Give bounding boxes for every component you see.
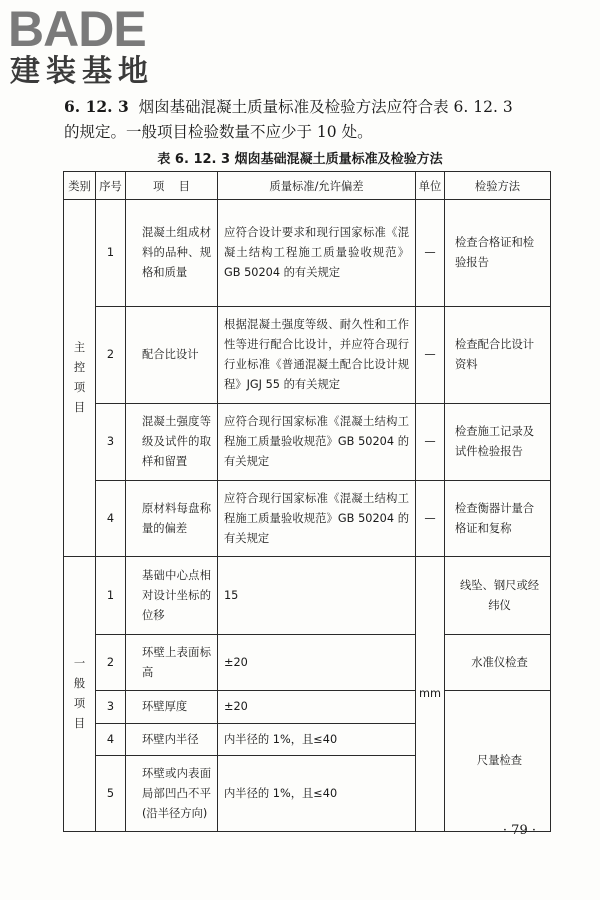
seq-cell: 3 bbox=[96, 691, 126, 724]
unit-cell: — bbox=[416, 481, 445, 557]
main-category-label: 主控项目 bbox=[73, 341, 86, 414]
table-row bbox=[64, 557, 551, 635]
method-cell: 水准仪检查 bbox=[445, 635, 551, 691]
item-cell: 混凝土组成材料的品种、规格和质量 bbox=[126, 200, 218, 307]
quality-table bbox=[63, 171, 551, 832]
standard-cell: ±20 bbox=[218, 635, 416, 691]
item-cell: 环壁厚度 bbox=[126, 691, 218, 724]
table-row bbox=[64, 635, 551, 691]
seq-cell: 1 bbox=[96, 557, 126, 635]
general-category-cell bbox=[64, 557, 96, 832]
unit-cell: — bbox=[416, 307, 445, 404]
method-cell: 线坠、钢尺或经纬仪 bbox=[445, 557, 551, 635]
header-item: 项 目 bbox=[126, 172, 218, 200]
table-row bbox=[64, 307, 551, 404]
method-cell: 检查衡器计量合格证和复称 bbox=[445, 481, 551, 557]
header-method: 检验方法 bbox=[445, 172, 551, 200]
seq-cell: 1 bbox=[96, 200, 126, 307]
table-caption: 表 6. 12. 3 烟囱基础混凝土质量标准及检验方法 bbox=[157, 152, 443, 167]
standard-cell: 应符合设计要求和现行国家标准《混凝土结构工程施工质量验收规范》GB 50204 的有关规定 bbox=[218, 200, 416, 307]
general-category-label: 一般项目 bbox=[73, 657, 86, 730]
header-seq: 序号 bbox=[96, 172, 126, 200]
standard-cell: 内半径的 1%，且≤40 bbox=[218, 724, 416, 756]
standard-cell: 内半径的 1%，且≤40 bbox=[218, 756, 416, 832]
clause-text-line2: 的规定。一般项目检验数量不应少于 10 处。 bbox=[64, 123, 373, 141]
item-cell: 环壁内半径 bbox=[126, 724, 218, 756]
method-cell: 检查合格证和检验报告 bbox=[445, 200, 551, 307]
item-cell: 环壁上表面标高 bbox=[126, 635, 218, 691]
method-cell: 检查配合比设计资料 bbox=[445, 307, 551, 404]
general-unit-cell: mm bbox=[416, 557, 445, 832]
table-header-row bbox=[64, 172, 551, 200]
logo-latin-text: BADE bbox=[8, 1, 146, 57]
seq-cell: 5 bbox=[96, 756, 126, 832]
main-category-cell bbox=[64, 200, 96, 557]
header-standard: 质量标准/允许偏差 bbox=[218, 172, 416, 200]
table-row bbox=[64, 200, 551, 307]
logo bbox=[8, 1, 178, 89]
seq-cell: 3 bbox=[96, 404, 126, 481]
unit-cell: — bbox=[416, 404, 445, 481]
clause-number: 6. 12. 3 bbox=[64, 97, 129, 116]
header-unit: 单位 bbox=[416, 172, 445, 200]
item-cell: 基础中心点相对设计坐标的位移 bbox=[126, 557, 218, 635]
standard-cell: 应符合现行国家标准《混凝土结构工程施工质量验收规范》GB 50204 的有关规定 bbox=[218, 481, 416, 557]
unit-cell: — bbox=[416, 200, 445, 307]
item-cell: 配合比设计 bbox=[126, 307, 218, 404]
seq-cell: 4 bbox=[96, 481, 126, 557]
logo-chinese: 建装基地 bbox=[10, 54, 154, 89]
table-row bbox=[64, 481, 551, 557]
standard-cell: 15 bbox=[218, 557, 416, 635]
item-cell: 环壁或内表面局部凹凸不平(沿半径方向) bbox=[126, 756, 218, 832]
table-row bbox=[64, 404, 551, 481]
standard-cell: 应符合现行国家标准《混凝土结构工程施工质量验收规范》GB 50204 的有关规定 bbox=[218, 404, 416, 481]
method-cell: 检查施工记录及试件检验报告 bbox=[445, 404, 551, 481]
seq-cell: 4 bbox=[96, 724, 126, 756]
seq-cell: 2 bbox=[96, 307, 126, 404]
logo-latin bbox=[8, 1, 178, 57]
clause-paragraph bbox=[64, 94, 544, 145]
item-cell: 原材料每盘称量的偏差 bbox=[126, 481, 218, 557]
standard-cell: 根据混凝土强度等级、耐久性和工作性等进行配合比设计，并应符合现行行业标准《普通混凝土配合比设计规程》JGJ 55 的有关规定 bbox=[218, 307, 416, 404]
table-row bbox=[64, 691, 551, 724]
standard-cell: ±20 bbox=[218, 691, 416, 724]
clause-text-line1: 烟囱基础混凝土质量标准及检验方法应符合表 6. 12. 3 bbox=[138, 98, 513, 116]
header-category: 类别 bbox=[64, 172, 96, 200]
method-cell: 尺量检查 bbox=[445, 691, 551, 832]
page-number: · 79 · bbox=[502, 823, 536, 838]
seq-cell: 2 bbox=[96, 635, 126, 691]
item-cell: 混凝土强度等级及试件的取样和留置 bbox=[126, 404, 218, 481]
